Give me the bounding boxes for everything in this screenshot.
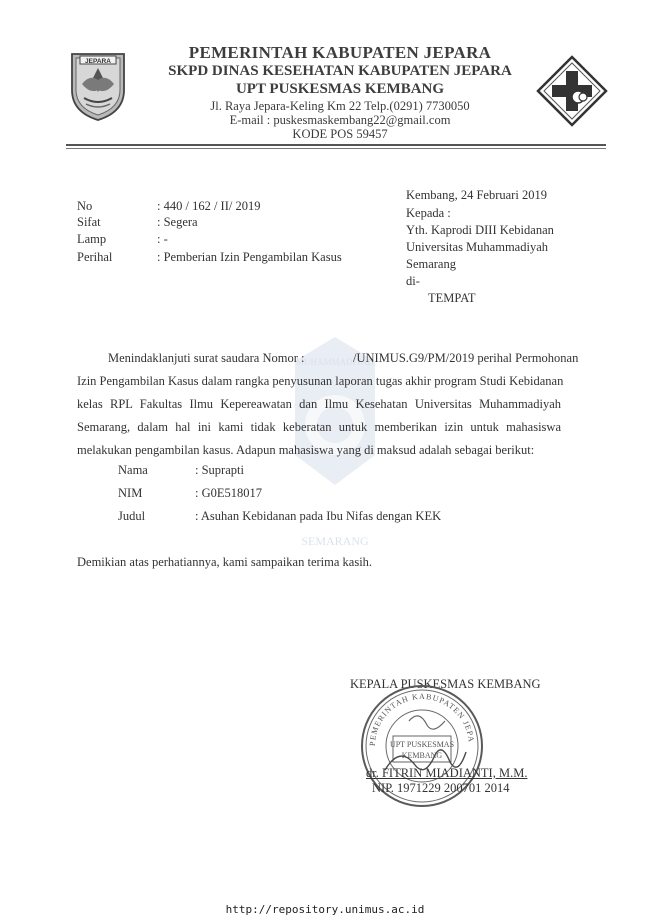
letterhead-email: E-mail : puskesmaskembang22@gmail.com xyxy=(229,113,451,127)
letterhead-line-2: SKPD DINAS KESEHATAN KABUPATEN JEPARA xyxy=(168,63,512,79)
nama-label: Nama xyxy=(118,463,148,477)
body-line-2: Izin Pengambilan Kasus dalam rangka penyusunan laporan tugas akhir program Studi Kebidanan xyxy=(77,374,564,388)
puskesmas-logo xyxy=(536,55,608,127)
letterhead-rule-thin xyxy=(66,148,606,149)
stamp-outer-text: PEMERINTAH KABUPATEN JEPA xyxy=(367,691,476,747)
perihal-value: : Pemberian Izin Pengambilan Kasus xyxy=(157,250,342,264)
signature-title: KEPALA PUSKESMAS KEMBANG xyxy=(350,677,541,691)
jepara-crest-logo xyxy=(68,50,128,122)
judul-value: : Asuhan Kebidanan pada Ibu Nifas dengan KEK xyxy=(195,509,442,523)
body-line-4: Semarang, dalam hal ini kami tidak keberatan untuk memberikan izin untuk mahasiswa xyxy=(77,420,561,434)
letterhead-postal: KODE POS 59457 xyxy=(292,127,388,141)
letterhead-line-1: PEMERINTAH KABUPATEN JEPARA xyxy=(188,43,492,62)
recipient-di: di- xyxy=(406,274,420,288)
kepada-label: Kepada : xyxy=(406,206,451,220)
recipient-line-1: Yth. Kaprodi DIII Kebidanan xyxy=(406,223,554,237)
watermark-bottom-text: SEMARANG xyxy=(301,534,369,548)
body-line-1-end: /UNIMUS.G9/PM/2019 perihal Permohonan xyxy=(353,351,579,365)
crest-logo-text: JEPARA xyxy=(85,58,111,65)
body-line-5: melakukan pengambilan kasus. Adapun mahasiswa yang di maksud adalah sebagai berikut: xyxy=(77,443,535,457)
signatory-name: dr. FITRIN MIADIANTI, M.M. xyxy=(366,766,528,780)
stamp-inner-line-1: UPT PUSKESMAS xyxy=(389,740,455,749)
lamp-label: Lamp xyxy=(77,232,107,246)
judul-label: Judul xyxy=(118,509,146,523)
recipient-line-3: Semarang xyxy=(406,257,456,271)
letter-date: Kembang, 24 Februari 2019 xyxy=(406,188,547,202)
sifat-value: : Segera xyxy=(157,215,198,229)
stamp-inner-line-2: KEMBANG xyxy=(401,751,443,760)
watermark-top-text: MUHAMMADIYAH xyxy=(295,357,375,367)
letterhead-address: Jl. Raya Jepara-Keling Km 22 Telp.(0291) 7730050 xyxy=(210,99,470,113)
lamp-value: : - xyxy=(157,232,168,246)
no-value: : 440 / 162 / II/ 2019 xyxy=(157,199,261,213)
nim-label: NIM xyxy=(118,486,143,500)
signatory-nip: NIP. 1971229 200701 2014 xyxy=(372,781,510,795)
perihal-label: Perihal xyxy=(77,250,113,264)
no-label: No xyxy=(77,199,93,213)
nim-value: : G0E518017 xyxy=(195,486,263,500)
closing-sentence: Demikian atas perhatiannya, kami sampaikan terima kasih. xyxy=(77,555,373,569)
letterhead-rule-thick xyxy=(66,144,606,146)
body-line-3: kelas RPL Fakultas Ilmu Kepereawatan dan Ilmu Kesehatan Universitas Muhammadiyah xyxy=(77,397,561,411)
nama-value: : Suprapti xyxy=(195,463,244,477)
recipient-line-2: Universitas Muhammadiyah xyxy=(406,240,548,254)
letterhead-line-3: UPT PUSKESMAS KEMBANG xyxy=(235,81,445,97)
body-line-1-start: Menindaklanjuti surat saudara Nomor : xyxy=(108,351,305,365)
recipient-tempat: TEMPAT xyxy=(428,291,476,305)
sifat-label: Sifat xyxy=(77,215,101,229)
repository-url: http://repository.unimus.ac.id xyxy=(225,903,425,916)
